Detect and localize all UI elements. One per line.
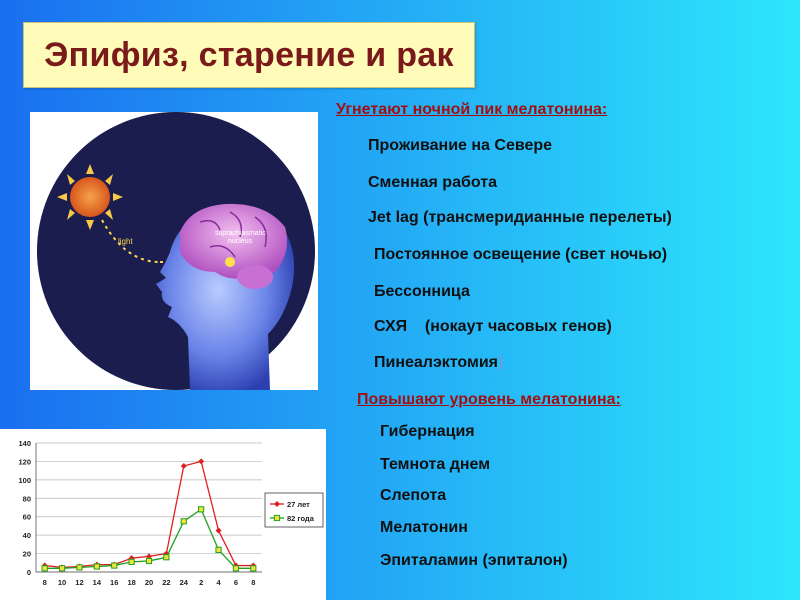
suppress-heading: Угнетают ночной пик мелатонина:	[336, 101, 608, 118]
suppress-item: Постоянное освещение (свет ночью)	[374, 246, 668, 263]
y-tick-label: 20	[22, 549, 31, 559]
y-tick-label: 120	[18, 457, 31, 467]
data-point	[164, 555, 169, 560]
increase-item: Гибернация	[380, 423, 475, 440]
increase-heading: Повышают уровень мелатонина:	[357, 391, 621, 408]
data-point	[112, 563, 117, 568]
x-tick-label: 12	[75, 578, 84, 587]
slide-title: Эпифиз, старение и рак	[44, 35, 454, 74]
x-tick-label: 18	[127, 578, 136, 587]
y-tick-label: 100	[18, 475, 31, 485]
data-point	[251, 566, 256, 571]
increase-item: Мелатонин	[380, 519, 468, 536]
suppress-item: Jet lag (трансмеридианные перелеты)	[368, 209, 672, 226]
x-tick-label: 6	[233, 578, 239, 587]
x-tick-label: 8	[42, 578, 47, 587]
trailing-paren: )	[498, 354, 504, 371]
increase-item: Темнота днем	[380, 456, 491, 473]
x-tick-label: 16	[110, 578, 119, 587]
data-point	[146, 558, 151, 563]
suppress-item: Проживание на Севере	[368, 137, 553, 154]
legend-label: 27 лет	[287, 500, 310, 509]
suppress-item-last	[374, 354, 503, 372]
light-label: light	[118, 237, 133, 246]
data-point	[198, 458, 204, 464]
y-tick-label: 40	[22, 531, 31, 541]
x-tick-label: 8	[251, 578, 256, 587]
data-point	[181, 463, 187, 469]
x-tick-label: 24	[179, 578, 188, 587]
suppress-item-text: Пинеалэктомия	[374, 354, 498, 371]
legend-marker	[274, 515, 279, 520]
y-tick-label: 140	[18, 439, 31, 448]
suppress-item: СХЯ (нокаут часовых генов)	[374, 318, 612, 335]
data-point	[42, 566, 47, 571]
data-point	[59, 566, 64, 571]
x-tick-label: 22	[162, 578, 171, 587]
data-point	[216, 547, 221, 552]
suppress-item: Бессонница	[374, 283, 470, 300]
y-tick-label: 80	[22, 494, 31, 504]
data-point	[199, 507, 204, 512]
x-tick-label: 2	[199, 578, 204, 587]
series-line	[45, 461, 254, 567]
suppress-item: Сменная работа	[368, 174, 497, 191]
data-point	[181, 519, 186, 524]
legend-label: 82 года	[287, 514, 314, 523]
nucleus-label-2: nucleus	[228, 238, 253, 245]
brain-illustration	[30, 112, 318, 390]
melatonin-chart	[0, 429, 326, 600]
x-tick-label: 20	[144, 578, 154, 587]
title-box	[23, 22, 475, 88]
data-point	[216, 528, 222, 534]
data-point	[94, 564, 99, 569]
x-tick-label: 14	[92, 578, 102, 587]
increase-item: Эпиталамин (эпиталон)	[380, 552, 568, 569]
data-point	[129, 559, 134, 564]
data-point	[233, 566, 238, 571]
y-tick-label: 60	[22, 512, 31, 522]
increase-item: Слепота	[380, 487, 447, 504]
x-tick-label: 4	[216, 578, 221, 587]
data-point	[77, 565, 82, 570]
x-tick-label: 10	[57, 578, 67, 587]
y-tick-label: 0	[26, 568, 31, 577]
nucleus-label-1: suprachiasmatic	[215, 230, 266, 237]
